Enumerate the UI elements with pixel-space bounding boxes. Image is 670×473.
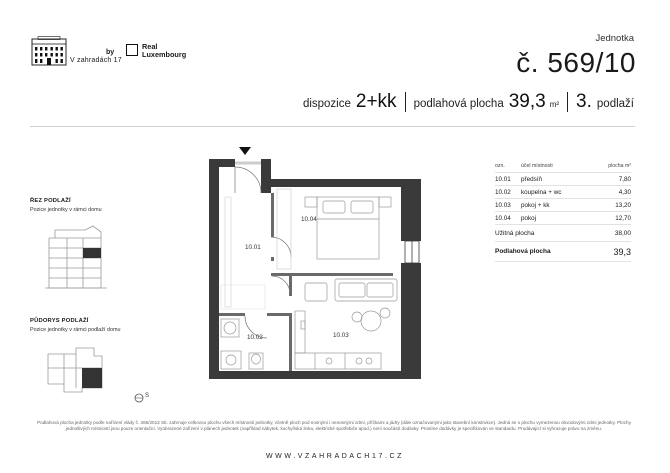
- partner-name-line2: Luxembourg: [142, 50, 187, 59]
- unit-floor-plan: [205, 145, 435, 385]
- floor-label: podlaží: [596, 98, 634, 110]
- usable-area-label: Užitná plocha: [495, 229, 535, 237]
- building-section-diagram: [45, 222, 107, 292]
- by-text: by: [106, 49, 115, 56]
- legal-footnote: Podlahová plocha jednotky podle nařízení vlády č. 366/2013 Sb. zahrnuje celkovou plochu všech místností jednotky, včetně ploch pod nosnými i nenosnými zdmi, příčkami a jádry (dále označovanými jako stavební konstrukce). Jedná se o plochu vymezenou obvodovými zdmi jednotky. Plochy jednotlivých místností jsou pouze orientační. Vyobrazené zařízení v plánech jednotek (například nábytek, kuchyňská linka, elektrické spotřebiče apod.) není součástí dodávky. Prosíme dodávky je specifikován ve standardu. Prodávající si vyhrazuje právo na změnu.: [37, 420, 631, 432]
- project-name: V zahradách 17: [70, 57, 122, 64]
- room-no: 10.01: [495, 175, 511, 183]
- compass-north-icon: [134, 392, 152, 404]
- room-no: 10.02: [495, 188, 511, 196]
- partner-name: [142, 43, 186, 59]
- usable-area-value: 38,00: [614, 229, 631, 237]
- header-area: plocha m²: [608, 163, 631, 169]
- floor-position-diagram: [42, 344, 112, 396]
- partner-logo-icon: [126, 44, 138, 56]
- building-logo-icon: [30, 36, 68, 66]
- room-area-table: [495, 160, 631, 262]
- floor-area-label: Podlahová plocha: [495, 248, 551, 255]
- floor-area-row: [495, 242, 631, 262]
- header-divider: [30, 126, 635, 127]
- floor-plan-drawing: [205, 145, 435, 385]
- usable-area-row: [495, 225, 631, 242]
- floor-value: 3.: [576, 91, 592, 112]
- room-area: 12,70: [615, 214, 631, 222]
- website-link[interactable]: WWW.VZAHRADACH17.CZ: [265, 453, 405, 460]
- layout-value: 2+kk: [355, 91, 397, 112]
- room-area: 4,30: [618, 188, 631, 196]
- table-header: [495, 160, 631, 173]
- table-row: [495, 173, 631, 186]
- table-row: [495, 186, 631, 199]
- room-area: 7,80: [618, 175, 631, 183]
- room-label: 10.04: [301, 216, 317, 223]
- section-title: ŘEZ PODLAŽÍ: [30, 198, 71, 204]
- summary-divider: [567, 92, 568, 112]
- table-row: [495, 199, 631, 212]
- room-label: 10.03: [333, 332, 349, 339]
- table-row: [495, 212, 631, 225]
- room-name: pokoj + kk: [521, 201, 550, 209]
- layout-label: dispozice: [302, 98, 351, 110]
- unit-summary: [303, 91, 634, 113]
- floorplan-subtitle: Pozice jednotky v rámci podlaží domu: [30, 327, 121, 333]
- room-name: pokoj: [521, 214, 537, 222]
- room-name: předsíň: [521, 175, 543, 183]
- floor-area-value: 39,3: [613, 246, 631, 257]
- room-name: koupelna + wc: [521, 188, 562, 196]
- area-value: 39,3: [508, 91, 546, 112]
- compass-label: S: [145, 393, 150, 399]
- area-label: podlahová plocha: [413, 98, 504, 110]
- partner-name-line1: Real: [142, 42, 158, 51]
- room-label: 10.02: [247, 334, 263, 341]
- section-subtitle: Pozice jednotky v rámci domu: [30, 207, 102, 213]
- header-name: účel místnosti: [521, 163, 553, 169]
- room-label: 10.01: [245, 244, 261, 251]
- summary-divider: [405, 92, 406, 112]
- floorplan-title: PŮDORYS PODLAŽÍ: [30, 318, 89, 324]
- room-area: 13,20: [615, 201, 631, 209]
- room-no: 10.04: [495, 214, 511, 222]
- room-no: 10.03: [495, 201, 511, 209]
- unit-label: Jednotka: [595, 33, 634, 44]
- header-no: ozn.: [495, 163, 505, 169]
- area-unit: m²: [549, 100, 560, 109]
- unit-number: č. 569/10: [516, 47, 636, 78]
